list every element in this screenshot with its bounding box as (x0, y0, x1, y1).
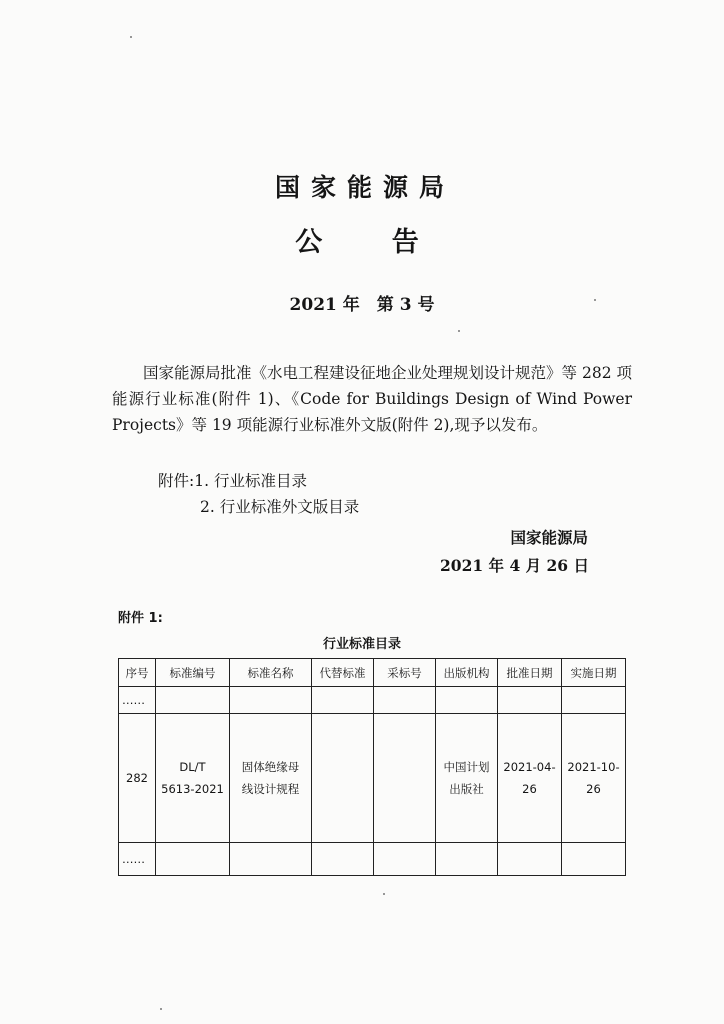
column-header-approval-date: 批准日期 (498, 659, 562, 687)
cell-replaced (312, 714, 374, 843)
cell-approval-date: 2021-04-26 (498, 714, 562, 843)
column-header-adopted: 采标号 (374, 659, 436, 687)
table-row (119, 714, 626, 843)
announcement-body: 国家能源局批准《水电工程建设征地企业处理规划设计规范》等 282 项能源行业标准(附件 1)、《Code for Buildings Design of Wind Power Projects》等 19 项能源行业标准外文版(附件 2),现予以发布。 (112, 364, 632, 434)
cell-publisher-line2: 出版社 (449, 782, 484, 796)
scan-speck (160, 1008, 162, 1010)
attachment-list (158, 468, 359, 520)
table-row (119, 687, 626, 714)
table-row (119, 843, 626, 876)
signature-date: 2021 年 4 月 26 日 (440, 556, 589, 575)
ellipsis-cell: …… (119, 687, 156, 714)
column-header-publisher: 出版机构 (436, 659, 498, 687)
cell-publisher-line1: 中国计划 (443, 760, 490, 774)
cell-name-line2: 线设计规程 (241, 782, 300, 796)
table-header-row (119, 659, 626, 687)
cell-effective-date: 2021-10-26 (562, 714, 626, 843)
cell-adopted (374, 714, 436, 843)
column-header-code: 标准编号 (156, 659, 230, 687)
cell-code (156, 714, 230, 843)
column-header-effective-date: 实施日期 (562, 659, 626, 687)
scan-speck (130, 36, 132, 38)
signature-organization: 国家能源局 (510, 529, 588, 547)
column-header-name: 标准名称 (230, 659, 312, 687)
ellipsis-cell: …… (119, 843, 156, 876)
cell-name-line1: 固体绝缘母 (241, 760, 300, 774)
attachment-1-label: 附件 1: (118, 611, 163, 626)
cell-seq: 282 (119, 714, 156, 843)
attachment-item-2: 2. 行业标准外文版目录 (200, 498, 360, 516)
scan-speck (458, 330, 460, 332)
cell-code-line2: 5613-2021 (161, 782, 224, 796)
attachment-item-1: 附件:1. 行业标准目录 (158, 472, 307, 490)
issuing-organization-title: 国家能源局 (274, 173, 455, 202)
column-header-replaced: 代替标准 (312, 659, 374, 687)
scan-speck (383, 893, 385, 895)
cell-publisher (436, 714, 498, 843)
standards-table (118, 658, 626, 876)
document-type-heading: 公 告 (295, 227, 449, 258)
cell-name (230, 714, 312, 843)
announcement-number: 2021 年 第 3 号 (289, 295, 435, 315)
scan-speck (594, 299, 596, 301)
table-title: 行业标准目录 (322, 637, 401, 652)
column-header-seq: 序号 (119, 659, 156, 687)
cell-code-line1: DL/T (179, 760, 206, 774)
